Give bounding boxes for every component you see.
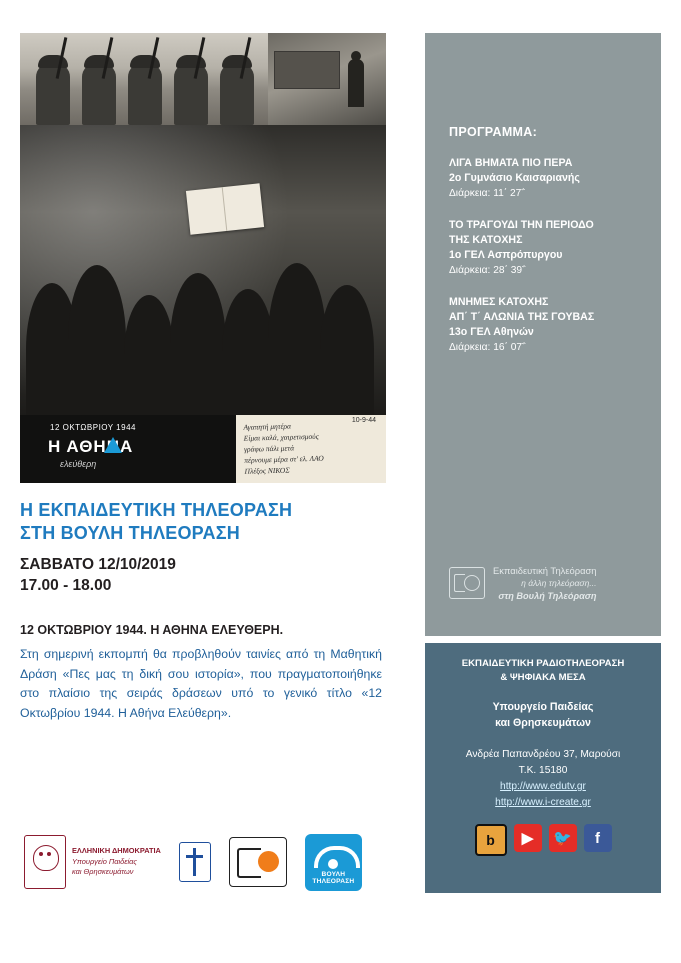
poster-triangle-icon: [104, 437, 122, 453]
ministry-line-2: και Θρησκευμάτων: [72, 867, 134, 877]
program-item-title-line1: ΤΟ ΤΡΑΓΟΥΔΙ ΤΗΝ ΠΕΡΙΟΔΟ: [449, 219, 594, 231]
letter-date: 10-9-44: [351, 417, 376, 424]
broadcast-date: ΣΑΒΒΑΤΟ 12/10/2019: [20, 556, 176, 573]
letter-text: Αγαπητή μητέρα Είμαι καλά, χαιρετισμούς γράφω πάλι μετά πέρνουμε μέρα στ' ελ. ΛΑΟ Πλέξος ΝΙΚΟΣ: [243, 421, 324, 476]
poster-athens-free: [20, 415, 236, 483]
program-item-duration: Διάρκεια: 28΄ 39΅: [449, 265, 526, 276]
department-title-line1: ΕΚΠΑΙΔΕΥΤΙΚΗ ΡΑΔΙΟΤΗΛΕΟΡΑΣΗ: [461, 658, 625, 669]
photo-crowd-main: [20, 125, 386, 415]
footer-ministry: [441, 699, 645, 731]
blogger-icon[interactable]: b: [475, 824, 507, 856]
link-icreate[interactable]: http://www.i-create.gr: [495, 797, 591, 808]
vouli-text-line2: ΤΗΛΕΟΡΑΣΗ: [312, 877, 355, 885]
department-title-line2: & ΨΗΦΙΑΚΑ ΜΕΣΑ: [500, 672, 586, 683]
footer-address: [441, 747, 645, 779]
broadcast-time: 17.00 - 18.00: [20, 577, 112, 594]
vouli-dot-icon: [328, 859, 338, 869]
owl-icon: [24, 835, 66, 889]
program-item: [449, 156, 645, 201]
social-links: [455, 824, 631, 856]
watermark-line-1: Εκπαιδευτική Τηλεόραση: [493, 564, 597, 576]
photo-street-scene: [268, 33, 386, 125]
collage-top-strip: [20, 33, 386, 125]
program-item: [449, 295, 645, 355]
program-item-title-line2: ΤΗΣ ΚΑΤΟΧΗΣ: [449, 234, 523, 246]
facebook-icon[interactable]: f: [584, 824, 612, 852]
footer-ministry-line1: Υπουργείο Παιδείας: [492, 701, 594, 713]
photo-soldiers-row: [20, 33, 268, 125]
program-item-school: 1ο ΓΕΛ Ασπρόπυργου: [449, 249, 563, 261]
program-item-duration: Διάρκεια: 11΄ 27΅: [449, 188, 525, 199]
left-column: [20, 33, 386, 723]
greek-emblem-icon: [179, 842, 211, 882]
program-item-title-line2: ΑΠ΄ Τ΄ ΑΛΩΝΙΑ ΤΗΣ ΓΟΥΒΑΣ: [449, 311, 595, 323]
link-edutv[interactable]: http://www.edutv.gr: [500, 781, 586, 792]
vouli-logo-text: [305, 871, 362, 885]
program-item-title-line1: ΛΙΓΑ ΒΗΜΑΤΑ ΠΙΟ ΠΕΡΑ: [449, 157, 573, 169]
photo-handwritten-letter: [236, 415, 386, 483]
youtube-icon[interactable]: ▶: [514, 824, 542, 852]
program-item-title-line1: ΜΝΗΜΕΣ ΚΑΤΟΧΗΣ: [449, 296, 549, 308]
episode-subtitle: 12 ΟΚΤΩΒΡΙΟΥ 1944. Η ΑΘΗΝΑ ΕΛΕΥΘΕΡΗ.: [20, 623, 284, 637]
program-heading: ΠΡΟΓΡΑΜΜΑ:: [449, 125, 538, 139]
watermark-line-3: στη Βουλή Τηλεόραση: [498, 590, 597, 601]
twitter-icon[interactable]: 🐦: [549, 824, 577, 852]
camera-icon: [449, 567, 485, 599]
program-list: [449, 156, 645, 372]
collage-bottom-strip: [20, 415, 386, 483]
address-line-2: Τ.Κ. 15180: [518, 765, 568, 776]
title-line-1: Η ΕΚΠΑΙΔΕΥΤΙΚΗ ΤΗΛΕΟΡΑΣΗ: [20, 500, 293, 520]
program-item-school: 13ο ΓΕΛ Αθηνών: [449, 326, 534, 338]
contact-panel: [425, 643, 661, 893]
poster-date: 12 ΟΚΤΩΒΡΙΟΥ 1944: [50, 423, 136, 432]
page-title: [20, 499, 386, 545]
crowd-shapes: [20, 205, 386, 415]
hellenic-republic-text: [72, 846, 161, 878]
truck-shape: [274, 51, 340, 89]
episode-description: Στη σημερινή εκπομπή θα προβληθούν ταινίες από τη Μαθητική Δράση «Πες μας τη δική σου ιστορία», που πραγματοποιήθηκε στο πλαίσιο της σειράς δράσεων υπό το γενικό τίτλο «12 Οκτωβρίου 1944. Η Αθήνα Ελεύθερη».: [20, 647, 382, 720]
program-item-duration: Διάρκεια: 16΄ 07΅: [449, 342, 526, 353]
vouli-tv-logo: [305, 834, 362, 891]
photo-collage: [20, 33, 386, 483]
poster-signature: ελεύθερη: [60, 459, 97, 469]
program-item-school: 2ο Γυμνάσιο Καισαριανής: [449, 172, 580, 184]
title-line-2: ΣΤΗ ΒΟΥΛΗ ΤΗΛΕΟΡΑΣΗ: [20, 523, 240, 543]
hellenic-republic-logo: [24, 835, 161, 889]
educational-tv-logo-icon: [229, 837, 287, 887]
department-title: [441, 657, 645, 685]
poster-title: Η ΑΘΗΝΑ: [48, 437, 134, 456]
program-panel: [425, 33, 661, 636]
logo-strip: [24, 820, 394, 904]
watermark-line-2: η άλλη τηλεόραση...: [521, 577, 597, 588]
footer-ministry-line2: και Θρησκευμάτων: [495, 717, 591, 729]
hellenic-republic-label: ΕΛΛΗΝΙΚΗ ΔΗΜΟΚΡΑΤΙΑ: [72, 846, 161, 856]
vouli-text-line1: ΒΟΥΛΗ: [321, 870, 346, 878]
broadcast-datetime: [20, 554, 386, 596]
watermark-text: [493, 564, 597, 603]
lens-shape: [258, 851, 279, 872]
program-item: [449, 218, 645, 278]
ministry-line-1: Υπουργείο Παιδείας: [72, 856, 137, 866]
address-line-1: Ανδρέα Παπανδρέου 37, Μαρούσι: [465, 749, 621, 760]
educational-tv-watermark: [449, 553, 649, 613]
pedestrian-shape: [348, 59, 364, 107]
